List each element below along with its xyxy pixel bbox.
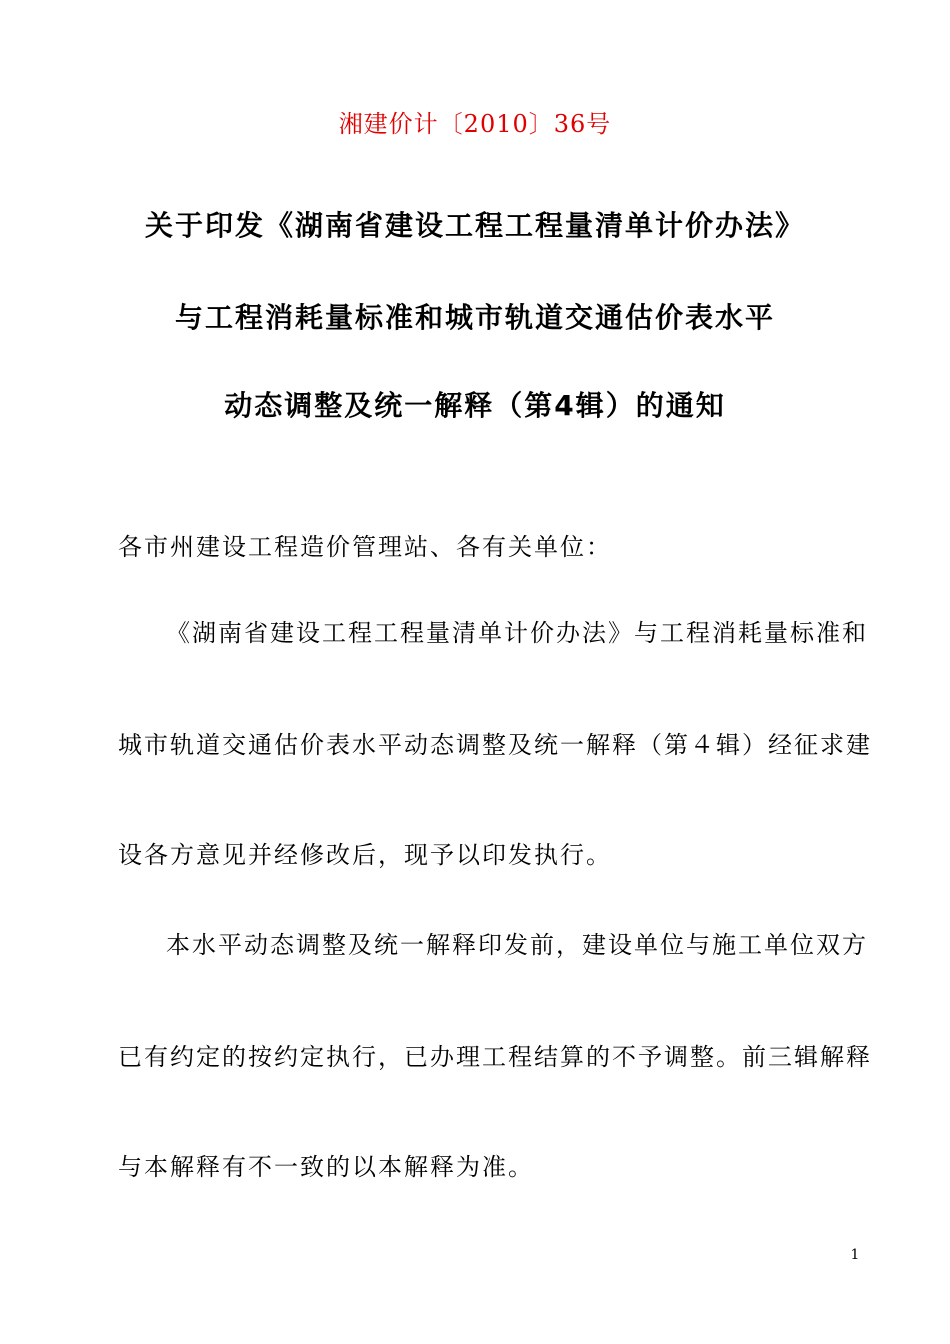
salutation: 各市州建设工程造价管理站、各有关单位：: [118, 533, 612, 561]
page-number: 1: [850, 1247, 860, 1263]
paragraph-2-line-1: 本水平动态调整及统一解释印发前，建设单位与施工单位双方: [166, 931, 868, 959]
title-line-1: 关于印发《湖南省建设工程工程量清单计价办法》: [144, 209, 805, 242]
title-line-2: 与工程消耗量标准和城市轨道交通估价表水平: [174, 301, 775, 334]
paragraph-1-line-2: 城市轨道交通估价表水平动态调整及统一解释（第４辑）经征求建: [118, 731, 872, 759]
paragraph-2-line-2: 已有约定的按约定执行，已办理工程结算的不予调整。前三辑解释: [118, 1043, 872, 1071]
paragraph-1-line-3: 设各方意见并经修改后，现予以印发执行。: [118, 841, 612, 869]
paragraph-2-line-3: 与本解释有不一致的以本解释为准。: [118, 1153, 534, 1181]
paragraph-1-line-1: 《湖南省建设工程工程量清单计价办法》与工程消耗量标准和: [166, 619, 868, 647]
title-line-3: 动态调整及统一解释（第4辑）的通知: [224, 389, 726, 422]
document-number: 湘建价计〔2010〕36号: [338, 110, 612, 138]
